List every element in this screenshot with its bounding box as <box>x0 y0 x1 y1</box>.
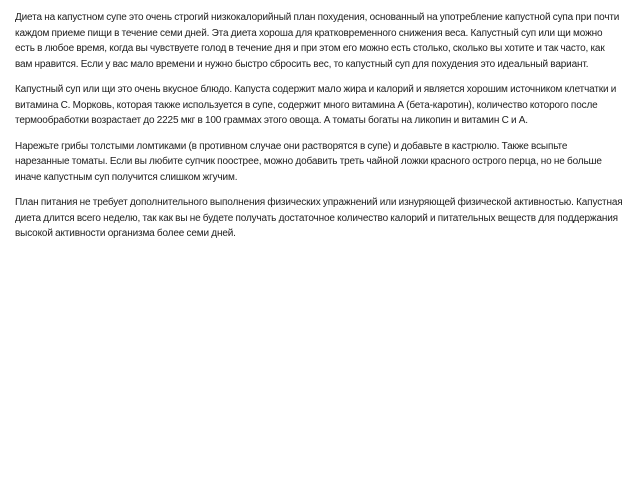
paragraph-cooking-steps: Нарежьте грибы толстыми ломтиками (в противном случае они растворятся в супе) и добавьте в кастрюлю. Также всыпьте нарезанные томаты. Если вы любите супчик поострее, можно добавить треть чайной ложки красного острого перца, но не больше иначе капустным суп получится слишком жгучим. <box>15 140 602 183</box>
paragraph-diet-intro: Диета на капустном супе это очень строгий низкокалорийный план похудения, основанный на употребление капустной супа при почти каждом приеме пищи в течение семи дней. Эта диета хороша для кратковременного снижения веса. Капустный суп или щи можно есть в любое время, когда вы чувствуете голод в течение дня и при этом его можно есть столько, сколько вы хотите и так часто, как вам нравится. Если у вас мало времени и нужно быстро сбросить вес, то капустный суп для похудения это идеальный вариант. <box>15 12 620 70</box>
paragraph-meal-plan: План питания не требует дополнительного выполнения физических упражнений или изнуряющей физической активностью. Капустная диета длится всего неделю, так как вы не будете получать достаточное количество калорий и питательных веществ для поддержания высокой активности организма более семи дней. <box>15 197 623 239</box>
paragraph-soup-nutrition: Капустный суп или щи это очень вкусное блюдо. Капуста содержит мало жира и калорий и является хорошим источником клетчатки и витамина С. Морковь, которая также используется в супе, содержит много витамина А (бета-каротин), количество которого после термообработки возрастает до 2225 мкг в 100 граммах этого овоща. А томаты богаты на ликопин и витамин С и А. <box>15 84 617 126</box>
document-body <box>15 10 623 252</box>
